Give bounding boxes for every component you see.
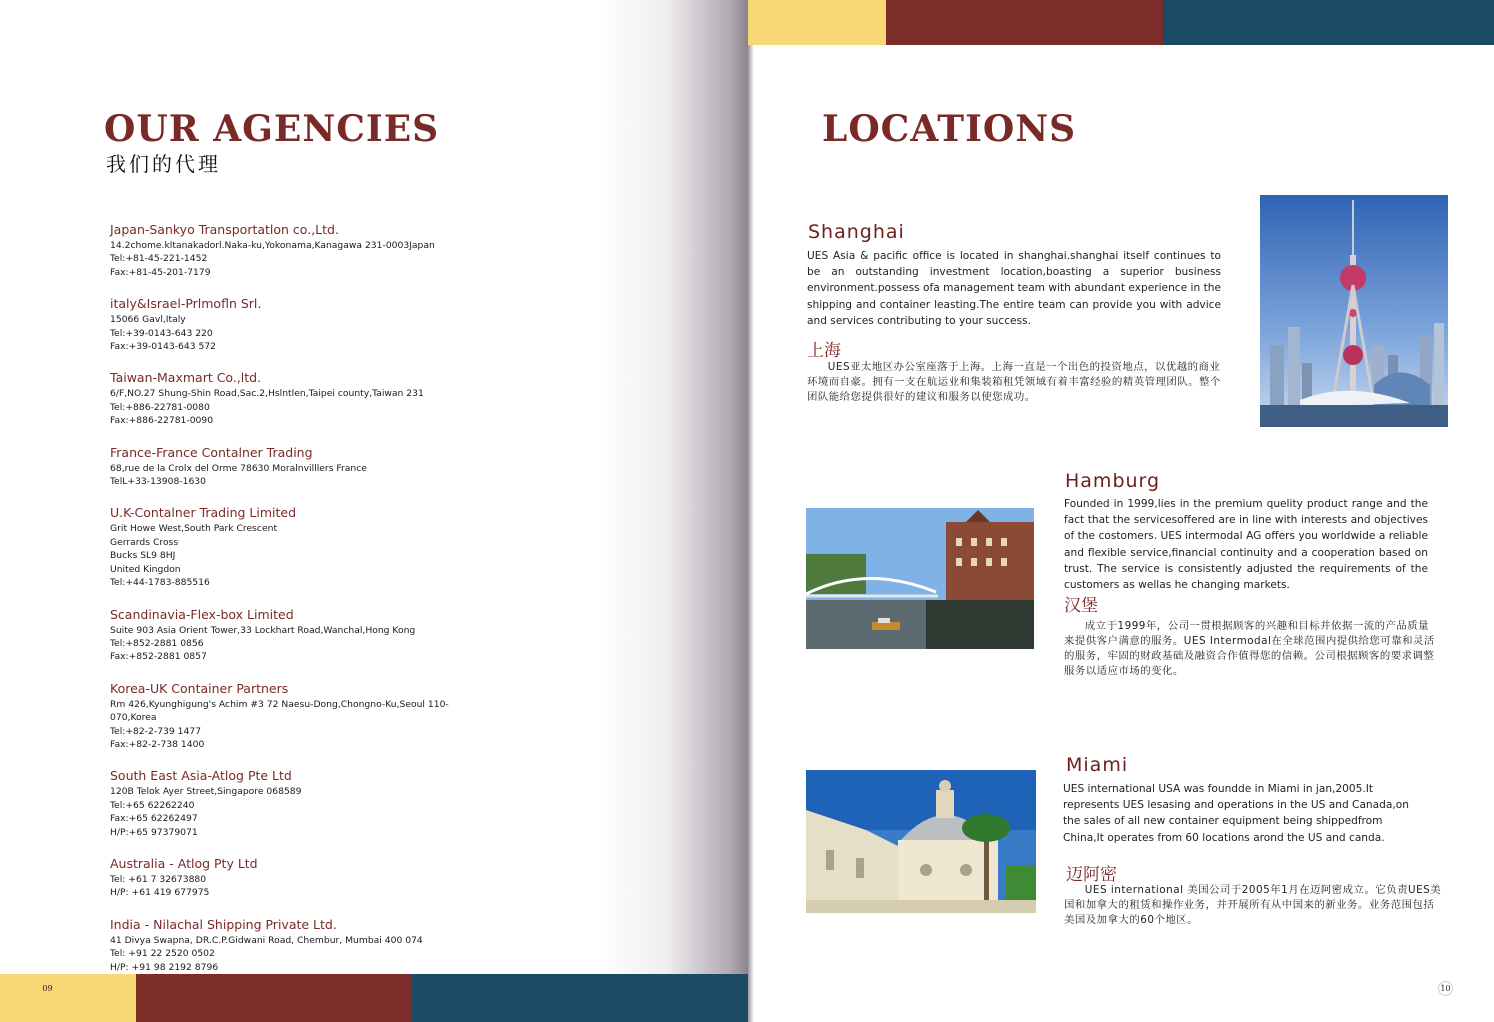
agency-name: U.K-Contalner Trading Limited — [110, 505, 297, 521]
gutter-shade — [748, 0, 754, 1022]
agency-name: Taiwan-Maxmart Co.,ltd. — [110, 370, 262, 386]
agency-name: Japan-Sankyo Transportatlon co.,Ltd. — [110, 222, 339, 237]
location-name-miami: Miami — [1066, 754, 1129, 776]
agency-detail-line: Fax:+65 62262497 — [110, 813, 198, 825]
agency-detail-line: 14.2chome.kltanakadorl.Naka-ku,Yokonama,Kanagawa 231-0003Japan — [110, 240, 435, 251]
agency-name: Australia - Atlog Pty Ltd — [110, 855, 258, 871]
band-teal — [1163, 0, 1494, 45]
agency-detail-line: 6/F,NO.27 Shung-Shin Road,Sac.2,Hslntlen,Taipei county,Taiwan 231 — [110, 388, 424, 400]
agency-name: Scandinavia-Flex-box Limited — [110, 606, 294, 622]
agency-detail-line: Tel:+82-2-739 1477 — [110, 725, 202, 737]
agency-entry — [110, 370, 480, 427]
agency-entry — [110, 505, 480, 589]
agency-detail-line: 15066 Gavl,Italy — [110, 314, 186, 326]
agency-detail-line: Tel:+81-45-221-1452 — [110, 253, 208, 265]
agency-detail-line: TelL+33-13908-1630 — [110, 476, 207, 488]
agency-detail-line: Tel:+852-2881 0856 — [110, 637, 204, 649]
agency-entry — [110, 681, 480, 752]
band-maroon — [886, 0, 1163, 45]
agency-detail-line: Tel:+44-1783-885516 — [110, 577, 210, 589]
shanghai-skyline-photo — [1260, 195, 1448, 427]
hamburg-canal-photo — [806, 508, 1034, 649]
band-yellow — [748, 0, 886, 45]
agency-detail-line: 120B Telok Ayer Street,Singapore 068589 — [110, 786, 302, 798]
agency-entry — [110, 296, 480, 353]
agency-detail-line: United Kingdon — [110, 563, 181, 575]
agency-detail-line: Gerrards Cross — [110, 536, 179, 548]
agency-detail-line: Fax:+82-2-738 1400 — [110, 738, 205, 750]
agency-detail-line: Grit Howe West,South Park Crescent — [110, 523, 278, 535]
agency-entry — [110, 445, 480, 489]
header-color-band — [748, 0, 1494, 45]
agency-entry — [110, 768, 480, 839]
agency-detail-line: H/P: +61 419 677975 — [110, 887, 210, 899]
footer-color-band — [0, 974, 748, 1022]
agency-entry — [110, 856, 480, 900]
agency-name: italy&Israel-Prlmofln Srl. — [110, 296, 262, 312]
agency-detail-line: Tel:+65 62262240 — [110, 799, 195, 811]
agency-detail-line: Tel: +91 22 2520 0502 — [110, 948, 215, 960]
agency-detail-line: Suite 903 Asia Orient Tower,33 Lockhart Road,Wanchal,Hong Kong — [110, 624, 416, 636]
band-maroon — [136, 974, 412, 1022]
locations-title: LOCATIONS — [822, 108, 1077, 150]
agency-detail-line: Rm 426,Kyunghigung's Achim #3 72 Naesu-Dong,Chongno-Ku,Seoul 110- — [110, 698, 449, 710]
location-text-en-hamburg: Founded in 1999,lies in the premium quelity product range and the fact that the servicesoffered are in line with interests and objectives of the costomers. UES intermodal AG offers you worldwide a reliable and flexible service,financial continuity and a cooperation based on trust. The service is consistently adjusted the requirements of the customers as wellas he changing markets. — [1064, 498, 1428, 592]
agency-name: Korea-UK Container Partners — [110, 680, 289, 696]
band-teal — [412, 974, 748, 1022]
miami-church-photo — [806, 770, 1036, 913]
agency-entry — [110, 607, 480, 664]
location-name-shanghai: Shanghai — [808, 221, 905, 243]
agencies-title: OUR AGENCIES — [104, 108, 440, 150]
agency-name: South East Asia-Atlog Pte Ltd — [110, 768, 292, 784]
agency-detail-line: H/P: +91 98 2192 8796 — [110, 961, 219, 973]
band-yellow — [0, 974, 136, 1022]
agency-detail-line: Tel: +61 7 32673880 — [110, 873, 207, 885]
location-text-en-miami: UES international USA was foundde in Miami in jan,2005.It represents UES lesasing and operations in the US and Canada,on the sales of all new container equipment being shippedfrom China,It operates from 60 locations arond the US and canda. — [1063, 783, 1409, 844]
agency-detail-line: Tel:+39-0143-643 220 — [110, 327, 213, 339]
agency-entry — [110, 917, 480, 974]
agency-detail-line: 070,Korea — [110, 712, 157, 724]
location-text-cn-shanghai: UES亚太地区办公室座落于上海。上海一直是一个出色的投资地点，以优越的商业环境而自豪。拥有一支在航运业和集装箱租凭领域有着丰富经验的精英管理团队。整个团队能给您提供很好的建议和服务以使您成功。 — [807, 361, 1221, 403]
agency-detail-line: Fax:+852-2881 0857 — [110, 651, 207, 663]
agency-list — [110, 222, 480, 991]
agency-detail-line: Fax:+81-45-201-7179 — [110, 266, 211, 278]
agency-detail-line: H/P:+65 97379071 — [110, 826, 198, 838]
location-name-cn-shanghai: 上海 — [807, 341, 841, 361]
agencies-subtitle: 我们的代理 — [106, 152, 221, 176]
location-text-cn-hamburg: 成立于1999年，公司一贯根据顾客的兴趣和目标并依据一流的产品质量来提供客户满意的服务。UES Intermodal在全球范围内提供给您可靠和灵活的服务，牢固的财政基础及融资合作值得您的信赖。公司根据顾客的要求调整服务以适应市场的变化。 — [1064, 620, 1435, 677]
agency-name: India - Nilachal Shipping Private Ltd. — [110, 916, 337, 932]
agency-detail-line: 68,rue de la Crolx del Orme 78630 Moralnvilllers France — [110, 462, 367, 474]
agency-name: France-France Contalner Trading — [110, 444, 313, 460]
location-text-en-shanghai: UES Asia & pacific office is located in shanghai.shanghai itself continues to be an outstanding investment location,boasting a superior business environment.possess ofa management team with abundant experience in the shipping and container leasting.The entire team can provide you with advice and services contributing to your success. — [807, 250, 1221, 327]
agency-detail-line: Tel:+886-22781-0080 — [110, 401, 210, 413]
agency-entry — [110, 222, 480, 279]
location-name-hamburg: Hamburg — [1065, 470, 1161, 492]
location-text-cn-miami: UES international 美国公司于2005年1月在迈阿密成立。它负责UES美国和加拿大的租赁和操作业务，并开展所有从中国来的新业务。业务范围包括美国及加拿大的60个地区。 — [1064, 884, 1442, 926]
agency-detail-line: 41 Divya Swapna, DR.C.P.Gidwani Road, Chembur, Mumbai 400 074 — [110, 934, 423, 946]
location-name-cn-miami: 迈阿密 — [1066, 865, 1117, 885]
location-name-cn-hamburg: 汉堡 — [1064, 596, 1098, 616]
page-number-right: 10 — [1438, 981, 1453, 996]
right-page — [748, 0, 1494, 1022]
agency-detail-line: Bucks SL9 8HJ — [110, 550, 176, 562]
gutter-shadow — [600, 0, 748, 1022]
page-number-left: 09 — [42, 984, 53, 993]
agency-detail-line: Fax:+39-0143-643 572 — [110, 341, 216, 353]
agency-detail-line: Fax:+886-22781-0090 — [110, 415, 214, 427]
